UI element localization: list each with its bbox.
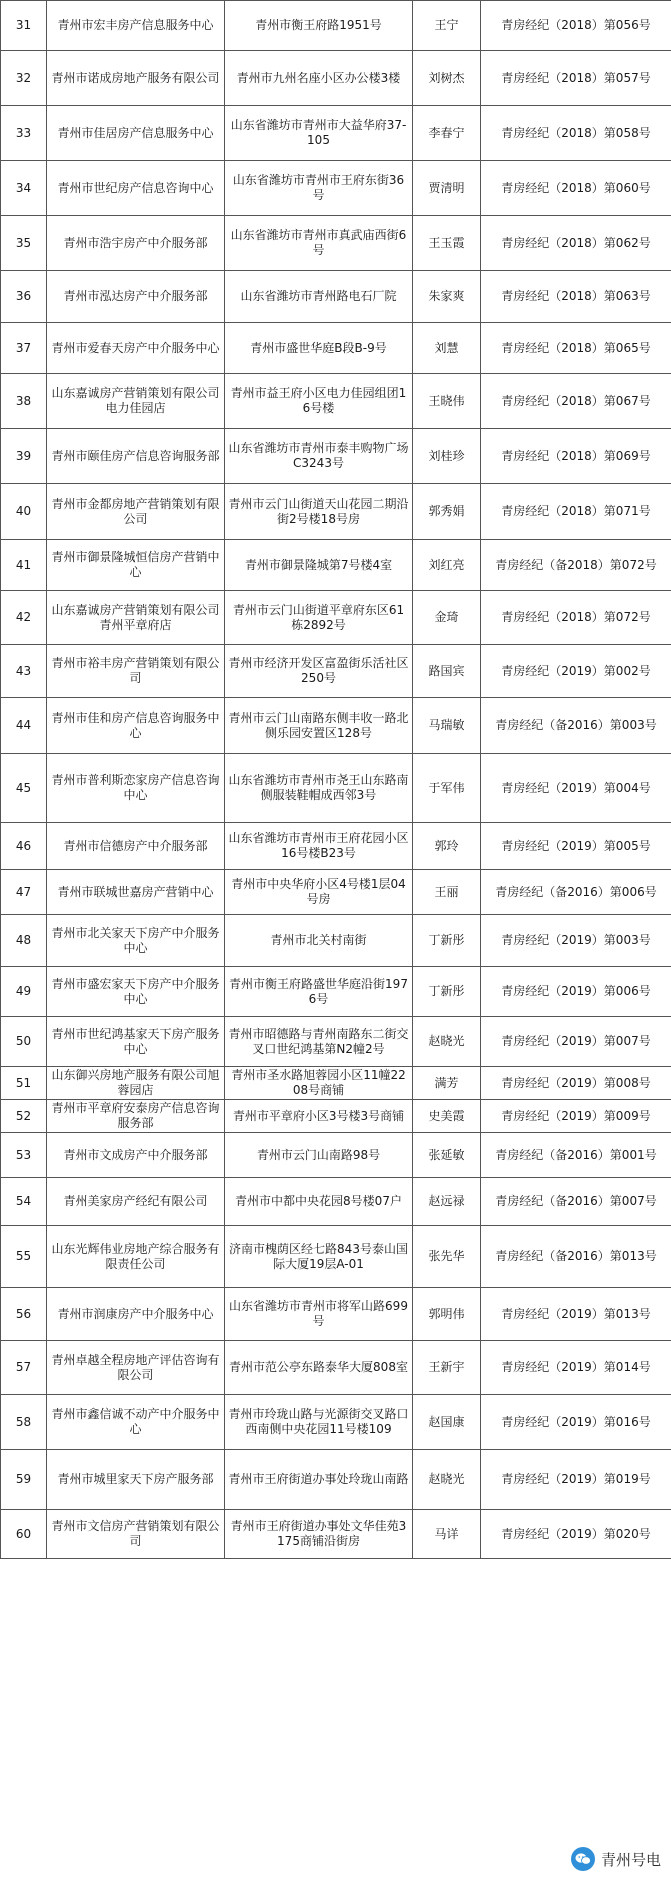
agency-name: 青州市泓达房产中介服务部: [47, 271, 225, 323]
agency-address: 青州市九州名座小区办公楼3楼: [225, 51, 413, 106]
license-number: 青房经纪（2018）第062号: [481, 216, 671, 271]
row-number: 39: [1, 429, 47, 484]
license-number: 青房经纪（2019）第006号: [481, 967, 671, 1017]
row-number: 41: [1, 540, 47, 591]
table-row: [1, 216, 671, 271]
contact-person: 赵晓光: [413, 1017, 481, 1067]
row-number: 57: [1, 1341, 47, 1395]
license-number: 青房经纪（2019）第019号: [481, 1450, 671, 1510]
row-number: 44: [1, 698, 47, 754]
table-row: [1, 1, 671, 51]
watermark: [569, 1845, 665, 1873]
agency-address: 青州市范公亭东路泰华大厦808室: [225, 1341, 413, 1395]
agency-address: 青州市玲珑山路与光源街交叉路口西南侧中央花园11号楼109: [225, 1395, 413, 1450]
agency-address: 青州市衡王府路盛世华庭沿街1976号: [225, 967, 413, 1017]
row-number: 48: [1, 915, 47, 967]
table-row: [1, 1510, 671, 1559]
license-number: 青房经纪（2019）第002号: [481, 645, 671, 698]
license-number: 青房经纪（2018）第057号: [481, 51, 671, 106]
agency-name: 青州市宏丰房产信息服务中心: [47, 1, 225, 51]
table-row: [1, 1178, 671, 1226]
agency-address: 青州市御景隆城第7号楼4室: [225, 540, 413, 591]
table-row: [1, 591, 671, 645]
license-number: 青房经纪（2019）第008号: [481, 1067, 671, 1100]
table-row: [1, 967, 671, 1017]
agency-address: 山东省潍坊市青州市王府花园小区16号楼B23号: [225, 823, 413, 870]
contact-person: 刘红亮: [413, 540, 481, 591]
contact-person: 王宁: [413, 1, 481, 51]
license-number: 青房经纪（备2016）第007号: [481, 1178, 671, 1226]
agency-name: 青州市润康房产中介服务中心: [47, 1288, 225, 1341]
contact-person: 于军伟: [413, 754, 481, 823]
agency-address: 青州市中都中央花园8号楼07户: [225, 1178, 413, 1226]
table-row: [1, 429, 671, 484]
contact-person: 李春宁: [413, 106, 481, 161]
agency-address: 青州市圣水路旭蓉园小区11幢2208号商铺: [225, 1067, 413, 1100]
agency-name: 青州市御景隆城恒信房产营销中心: [47, 540, 225, 591]
agency-name: 青州市信德房产中介服务部: [47, 823, 225, 870]
agency-name: 青州市盛宏家天下房产中介服务中心: [47, 967, 225, 1017]
agency-address: 青州市云门山街道平章府东区61栋2892号: [225, 591, 413, 645]
contact-person: 赵远禄: [413, 1178, 481, 1226]
agency-name: 青州市北关家天下房产中介服务中心: [47, 915, 225, 967]
license-number: 青房经纪（2019）第007号: [481, 1017, 671, 1067]
table-row: [1, 1100, 671, 1133]
row-number: 38: [1, 374, 47, 429]
row-number: 47: [1, 870, 47, 915]
agency-address: 山东省潍坊市青州市泰丰购物广场C3243号: [225, 429, 413, 484]
row-number: 35: [1, 216, 47, 271]
agency-name: 青州市颐佳房产信息咨询服务部: [47, 429, 225, 484]
license-number: 青房经纪（备2018）第072号: [481, 540, 671, 591]
contact-person: 路国宾: [413, 645, 481, 698]
row-number: 31: [1, 1, 47, 51]
row-number: 43: [1, 645, 47, 698]
contact-person: 贾清明: [413, 161, 481, 216]
table-row: [1, 374, 671, 429]
table-row: [1, 1133, 671, 1178]
row-number: 49: [1, 967, 47, 1017]
license-number: 青房经纪（2019）第020号: [481, 1510, 671, 1559]
row-number: 52: [1, 1100, 47, 1133]
agency-name: 青州美家房产经纪有限公司: [47, 1178, 225, 1226]
agency-address: 山东省潍坊市青州市将军山路699号: [225, 1288, 413, 1341]
license-number: 青房经纪（2019）第014号: [481, 1341, 671, 1395]
license-number: 青房经纪（2019）第013号: [481, 1288, 671, 1341]
table-row: [1, 870, 671, 915]
agency-name: 青州市诺成房地产服务有限公司: [47, 51, 225, 106]
wechat-icon: [571, 1847, 595, 1871]
row-number: 56: [1, 1288, 47, 1341]
row-number: 54: [1, 1178, 47, 1226]
agency-name: 青州市佳和房产信息咨询服务中心: [47, 698, 225, 754]
agency-name: 青州市世纪鸿基家天下房产服务中心: [47, 1017, 225, 1067]
table-row: [1, 645, 671, 698]
license-number: 青房经纪（备2016）第013号: [481, 1226, 671, 1288]
contact-person: 马瑞敏: [413, 698, 481, 754]
row-number: 51: [1, 1067, 47, 1100]
license-number: 青房经纪（2019）第016号: [481, 1395, 671, 1450]
agency-address: 山东省潍坊市青州市尧王山东路南侧服装鞋帽成西邻3号: [225, 754, 413, 823]
row-number: 50: [1, 1017, 47, 1067]
table-row: [1, 1017, 671, 1067]
table-row: [1, 106, 671, 161]
contact-person: 王新宇: [413, 1341, 481, 1395]
table-row: [1, 1288, 671, 1341]
agency-name: 山东光辉伟业房地产综合服务有限责任公司: [47, 1226, 225, 1288]
table-row: [1, 323, 671, 374]
agency-address: 济南市槐荫区经七路843号泰山国际大厦19层A-01: [225, 1226, 413, 1288]
agency-address: 青州市王府街道办事处文华佳苑3175商铺沿街房: [225, 1510, 413, 1559]
license-number: 青房经纪（2018）第058号: [481, 106, 671, 161]
contact-person: 金琦: [413, 591, 481, 645]
agency-address: 青州市云门山南路东侧丰收一路北侧乐园安置区128号: [225, 698, 413, 754]
agency-name: 青州市城里家天下房产服务部: [47, 1450, 225, 1510]
row-number: 59: [1, 1450, 47, 1510]
table-row: [1, 823, 671, 870]
agency-address: 青州市盛世华庭B段B-9号: [225, 323, 413, 374]
agency-name: 山东嘉诚房产营销策划有限公司青州平章府店: [47, 591, 225, 645]
agency-name: 青州市平章府安泰房产信息咨询服务部: [47, 1100, 225, 1133]
agency-address: 山东省潍坊市青州路电石厂院: [225, 271, 413, 323]
contact-person: 史美霞: [413, 1100, 481, 1133]
agency-address: 青州市昭德路与青州南路东二街交叉口世纪鸿基第N2幢2号: [225, 1017, 413, 1067]
license-number: 青房经纪（2018）第060号: [481, 161, 671, 216]
contact-person: 丁新彤: [413, 967, 481, 1017]
agency-address: 青州市中央华府小区4号楼1层04号房: [225, 870, 413, 915]
agency-name: 青州市佳居房产信息服务中心: [47, 106, 225, 161]
row-number: 42: [1, 591, 47, 645]
agency-name: 青州市世纪房产信息咨询中心: [47, 161, 225, 216]
agency-name: 青州市文成房产中介服务部: [47, 1133, 225, 1178]
agency-name: 青州市文信房产营销策划有限公司: [47, 1510, 225, 1559]
row-number: 32: [1, 51, 47, 106]
agency-name: 山东嘉诚房产营销策划有限公司电力佳园店: [47, 374, 225, 429]
agency-name: 青州市爱春天房产中介服务中心: [47, 323, 225, 374]
contact-person: 赵国康: [413, 1395, 481, 1450]
table-row: [1, 1067, 671, 1100]
license-number: 青房经纪（备2016）第003号: [481, 698, 671, 754]
agency-name: 山东御兴房地产服务有限公司旭蓉园店: [47, 1067, 225, 1100]
agency-name: 青州市裕丰房产营销策划有限公司: [47, 645, 225, 698]
agency-address: 青州市北关村南街: [225, 915, 413, 967]
license-number: 青房经纪（2018）第071号: [481, 484, 671, 540]
contact-person: 郭秀娟: [413, 484, 481, 540]
row-number: 34: [1, 161, 47, 216]
license-number: 青房经纪（备2016）第006号: [481, 870, 671, 915]
table-row: [1, 51, 671, 106]
agency-address: 青州市衡王府路1951号: [225, 1, 413, 51]
agency-name: 青州市普利斯恋家房产信息咨询中心: [47, 754, 225, 823]
license-number: 青房经纪（2018）第072号: [481, 591, 671, 645]
agency-address: 青州市平章府小区3号楼3号商铺: [225, 1100, 413, 1133]
agency-address: 青州市益王府小区电力佳园组团16号楼: [225, 374, 413, 429]
contact-person: 王丽: [413, 870, 481, 915]
contact-person: 丁新彤: [413, 915, 481, 967]
contact-person: 王玉霞: [413, 216, 481, 271]
license-number: 青房经纪（2018）第069号: [481, 429, 671, 484]
row-number: 33: [1, 106, 47, 161]
license-number: 青房经纪（2018）第065号: [481, 323, 671, 374]
table-row: [1, 271, 671, 323]
table-row: [1, 915, 671, 967]
watermark-text: 青州号电: [600, 1850, 661, 1869]
license-number: 青房经纪（2019）第004号: [481, 754, 671, 823]
contact-person: 刘桂珍: [413, 429, 481, 484]
row-number: 58: [1, 1395, 47, 1450]
table-row: [1, 540, 671, 591]
agency-address: 山东省潍坊市青州市大益华府37-105: [225, 106, 413, 161]
row-number: 37: [1, 323, 47, 374]
contact-person: 王晓伟: [413, 374, 481, 429]
agency-address: 青州市王府街道办事处玲珑山南路: [225, 1450, 413, 1510]
table-row: [1, 161, 671, 216]
agency-name: 青州市浩宇房产中介服务部: [47, 216, 225, 271]
row-number: 45: [1, 754, 47, 823]
contact-person: 郭玲: [413, 823, 481, 870]
license-number: 青房经纪（2018）第067号: [481, 374, 671, 429]
license-number: 青房经纪（2018）第063号: [481, 271, 671, 323]
table-row: [1, 1450, 671, 1510]
contact-person: 朱家爽: [413, 271, 481, 323]
license-number: 青房经纪（2018）第056号: [481, 1, 671, 51]
row-number: 36: [1, 271, 47, 323]
agency-name: 青州市鑫信诚不动产中介服务中心: [47, 1395, 225, 1450]
table-row: [1, 698, 671, 754]
contact-person: 马详: [413, 1510, 481, 1559]
license-number: 青房经纪（2019）第009号: [481, 1100, 671, 1133]
contact-person: 张延敏: [413, 1133, 481, 1178]
agency-address: 青州市云门山街道天山花园二期沿街2号楼18号房: [225, 484, 413, 540]
license-number: 青房经纪（2019）第003号: [481, 915, 671, 967]
table-row: [1, 484, 671, 540]
contact-person: 郭明伟: [413, 1288, 481, 1341]
agency-address: 青州市经济开发区富盈街乐活社区250号: [225, 645, 413, 698]
table-row: [1, 754, 671, 823]
contact-person: 赵晓光: [413, 1450, 481, 1510]
row-number: 46: [1, 823, 47, 870]
row-number: 53: [1, 1133, 47, 1178]
agency-name: 青州市金都房地产营销策划有限公司: [47, 484, 225, 540]
row-number: 55: [1, 1226, 47, 1288]
contact-person: 刘慧: [413, 323, 481, 374]
agency-address: 青州市云门山南路98号: [225, 1133, 413, 1178]
agency-address: 山东省潍坊市青州市王府东街36号: [225, 161, 413, 216]
table-row: [1, 1341, 671, 1395]
row-number: 40: [1, 484, 47, 540]
contact-person: 满芳: [413, 1067, 481, 1100]
agency-name: 青州卓越全程房地产评估咨询有限公司: [47, 1341, 225, 1395]
license-number: 青房经纪（备2016）第001号: [481, 1133, 671, 1178]
table-row: [1, 1226, 671, 1288]
agency-address: 山东省潍坊市青州市真武庙西街6号: [225, 216, 413, 271]
table-row: [1, 1395, 671, 1450]
row-number: 60: [1, 1510, 47, 1559]
license-number: 青房经纪（2019）第005号: [481, 823, 671, 870]
contact-person: 张先华: [413, 1226, 481, 1288]
agency-name: 青州市联城世嘉房产营销中心: [47, 870, 225, 915]
contact-person: 刘树杰: [413, 51, 481, 106]
